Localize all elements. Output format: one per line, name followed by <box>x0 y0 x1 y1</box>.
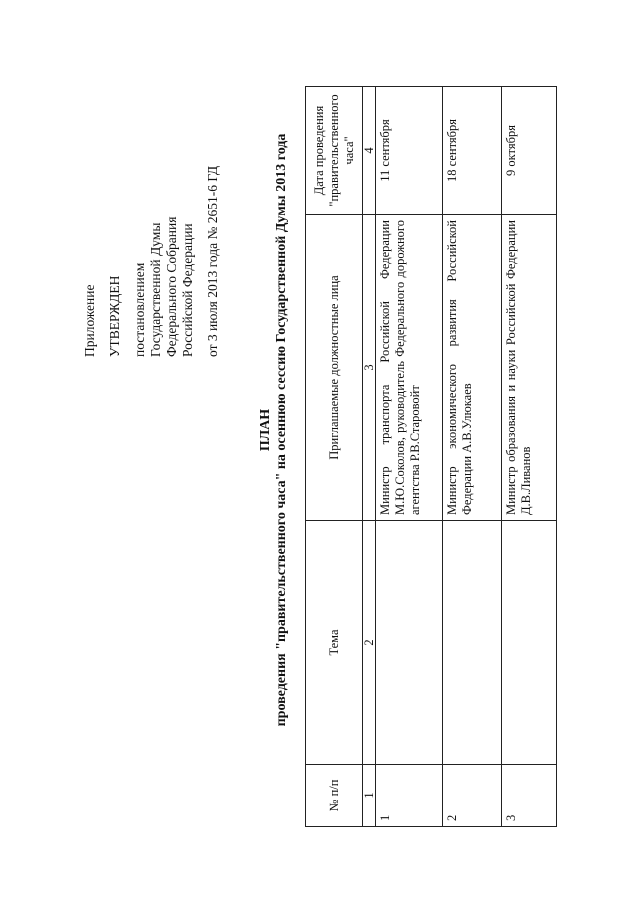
table-header-row <box>306 87 363 827</box>
annex-label: Приложение <box>82 284 97 357</box>
title-heading: ПЛАН <box>258 408 273 452</box>
officials-cell: Министр образования и науки Российской Федерации Д.В.Ливанов <box>502 215 557 521</box>
document-title <box>258 15 290 845</box>
approved-label: УТВЕРЖДЕН <box>107 275 122 357</box>
column-number-cell: 1 <box>363 765 376 827</box>
topic-cell <box>376 521 443 765</box>
header-cell: № п/п <box>306 765 363 827</box>
date-cell: 9 октября <box>502 87 557 215</box>
row-number-cell: 1 <box>376 765 443 827</box>
approval-line: Государственной Думы <box>148 222 163 357</box>
table-row <box>443 87 502 827</box>
topic-cell <box>502 521 557 765</box>
table-row <box>376 87 443 827</box>
officials-cell: Министр транспорта Российской Федерации М.Ю.Соколов, руководитель Федерального дорожного агентства Р.В.Старовойт <box>376 215 443 521</box>
column-number-cell: 2 <box>363 521 376 765</box>
topic-cell <box>443 521 502 765</box>
header-cell: Дата проведения "правительственного часа" <box>306 87 363 215</box>
date-cell: 11 сентября <box>376 87 443 215</box>
plan-table <box>305 86 557 827</box>
title-subheading: проведения "правительственного часа" на осеннюю сессию Государственной Думы 2013 года <box>274 133 289 727</box>
column-number-cell: 4 <box>363 87 376 215</box>
row-number-cell: 2 <box>443 765 502 827</box>
approval-line: Российской Федерации <box>180 223 195 357</box>
row-number-cell: 3 <box>502 765 557 827</box>
column-number-cell: 3 <box>363 215 376 521</box>
header-cell: Тема <box>306 521 363 765</box>
date-cell: 18 сентября <box>443 87 502 215</box>
table-row <box>502 87 557 827</box>
approval-line: постановлением <box>132 262 147 357</box>
column-number-row <box>363 87 376 827</box>
approval-date: от 3 июля 2013 года № 2651-6 ГД <box>205 165 220 357</box>
officials-cell: Министр экономического развития Российской Федерации А.В.Улюкаев <box>443 215 502 521</box>
approval-block <box>82 27 221 357</box>
header-cell: Приглашаемые должностные лица <box>306 215 363 521</box>
approval-line: Федерального Собрания <box>164 216 179 357</box>
